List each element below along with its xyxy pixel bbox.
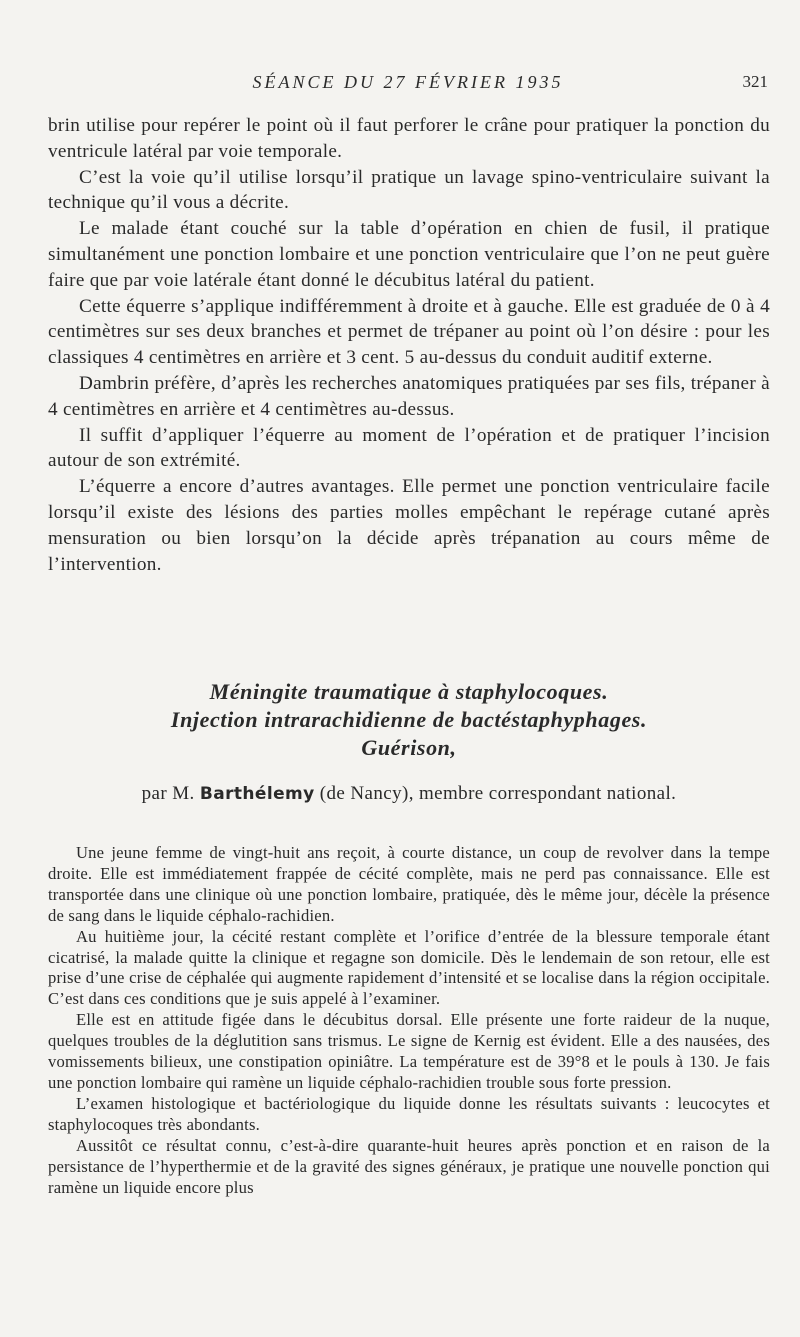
article-title bbox=[48, 678, 770, 762]
paragraph: C’est la voie qu’il utilise lorsqu’il pratique un lavage spino-ventriculaire suivant la technique qu’il vous a décrite. bbox=[48, 166, 770, 214]
author-name: Barthélemy bbox=[199, 784, 315, 804]
paragraph: Il suffit d’appliquer l’équerre au moment de l’opération et de pratiquer l’incision autour de son extrémité. bbox=[48, 424, 770, 472]
paragraph: brin utilise pour repérer le point où il faut perforer le crâne pour pratiquer la ponction du ventricule latéral par voie temporale. bbox=[48, 115, 770, 162]
page-number: 321 bbox=[742, 72, 768, 91]
byline bbox=[48, 783, 770, 805]
previous-article-text bbox=[48, 113, 770, 577]
paragraph: Cette équerre s’applique indifféremment à droite et à gauche. Elle est graduée de 0 à 4 centimètres sur ses deux branches et permet de trépaner au point où l’on désire : pour les classiques 4 centimètres en arrière et 3 cent. 5 au-dessus du conduit auditif externe. bbox=[48, 295, 770, 369]
paragraph: Dambrin préfère, d’après les recherches anatomiques pratiquées par ses fils, trépaner à 4 centimètres en arrière et 4 centimètres au-dessus. bbox=[48, 372, 770, 420]
article-body bbox=[48, 843, 770, 1198]
paragraph: L’équerre a encore d’autres avantages. Elle permet une ponction ventriculaire facile lorsqu’il existe des lésions des parties molles empêchant le repérage cutané après mensuration ou bien lorsqu’on la décide après trépanation au cours même de l’intervention. bbox=[48, 476, 770, 575]
paragraph: Elle est en attitude figée dans le décubitus dorsal. Elle présente une forte raideur de la nuque, quelques troubles de la déglutition sans trismus. Le signe de Kernig est évident. Elle a des nausées, des vomissements bilieux, une constipation opiniâtre. La température est de 39°8 et le pouls à 130. Je fais une ponction lombaire qui ramène un liquide céphalo-rachidien trouble sous forte pression. bbox=[48, 1010, 770, 1092]
byline-prefix: par M. bbox=[141, 783, 195, 804]
article-title-line: Injection intrarachidienne de bactéstaphyphages. bbox=[170, 707, 648, 732]
article-title-line: Méningite traumatique à staphylocoques. bbox=[209, 679, 609, 704]
paragraph: Le malade étant couché sur la table d’opération en chien de fusil, il pratique simultanément une ponction lombaire et une ponction ventriculaire que l’on ne peut guère faire que par voie latérale étant donné le décubitus latéral du patient. bbox=[48, 218, 770, 291]
running-head: SÉANCE DU 27 FÉVRIER 1935 bbox=[252, 72, 564, 92]
paragraph: L’examen histologique et bactériologique du liquide donne les résultats suivants : leucocytes et staphylocoques très abondants. bbox=[48, 1093, 770, 1134]
paragraph: Au huitième jour, la cécité restant complète et l’orifice d’entrée de la blessure temporale étant cicatrisé, la malade quitte la clinique et regagne son domicile. Dès le lendemain de son retour, elle est prise d’une crise de céphalée qui augmente rapidement d’intensité et se localise dans la région occipitale. C’est dans ces conditions que je suis appelé à l’examiner. bbox=[48, 926, 770, 1009]
byline-suffix: (de Nancy), membre correspondant national. bbox=[319, 783, 677, 804]
article-title-line: Guérison, bbox=[361, 735, 457, 760]
paragraph: Aussitôt ce résultat connu, c’est-à-dire quarante-huit heures après ponction et en raison de la persistance de l’hyperthermie et de la gravité des signes généraux, je pratique une nouvelle ponction qui ramène un liquide encore plus bbox=[48, 1135, 770, 1197]
paragraph: Une jeune femme de vingt-huit ans reçoit, à courte distance, un coup de revolver dans la tempe droite. Elle est immédiatement frappée de cécité complète, mais ne perd pas connaissance. Elle est transportée dans une clinique où une ponction lombaire, pratiquée, dès le même jour, décèle la présence de sang dans le liquide céphalo-rachidien. bbox=[48, 843, 770, 925]
page-header bbox=[48, 72, 768, 96]
